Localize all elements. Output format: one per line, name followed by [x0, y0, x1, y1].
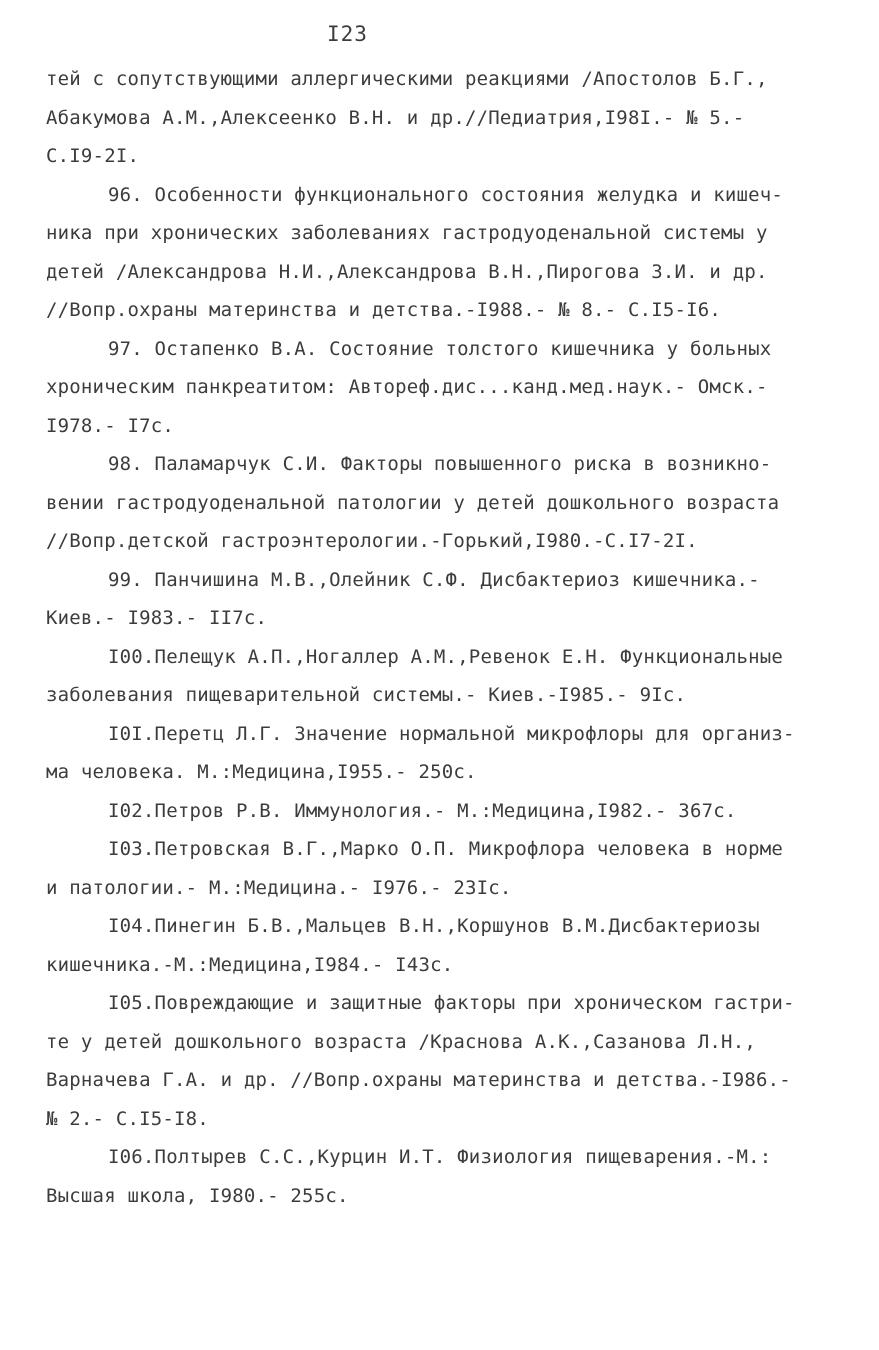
bibliography-line: I0I.Перетц Л.Г. Значение нормальной микрофлоры для организ- — [108, 722, 795, 745]
bibliography-line: I04.Пинегин Б.В.,Мальцев В.Н.,Коршунов В.М.Дисбактериозы — [108, 915, 760, 937]
bibliography-line: Высшая школа, I980.- 255с. — [46, 1184, 349, 1207]
bibliography-line: детей /Александрова Н.И.,Александрова В.Н.,Пирогова З.И. и др. — [46, 260, 768, 283]
bibliography-line: тей с сопутствующими аллергическими реакциями /Апостолов Б.Г., — [46, 68, 768, 90]
bibliography-line: Киев.- I983.- II7с. — [46, 607, 268, 629]
bibliography-line: вении гастродуоденальной патологии у детей дошкольного возраста — [46, 491, 780, 514]
page-number: I23 — [327, 22, 368, 46]
bibliography-line: № 2.- С.I5-I8. — [46, 1107, 209, 1130]
bibliography-line: ма человека. М.:Медицина,I955.- 250с. — [46, 761, 477, 783]
bibliography-line: I03.Петровская В.Г.,Марко О.П. Микрофлора человека в норме — [108, 838, 784, 860]
bibliography-line: 97. Остапенко В.А. Состояние толстого кишечника у больных — [108, 337, 772, 360]
bibliography-line: //Вопр.детской гастроэнтерологии.-Горький,I980.-С.I7-2I. — [46, 530, 698, 552]
bibliography-list — [46, 60, 846, 1215]
bibliography-line: I06.Полтырев С.С.,Курцин И.Т. Физиология пищеварения.-М.: — [108, 1146, 772, 1168]
bibliography-line: I978.- I7с. — [46, 414, 175, 437]
bibliography-line: I05.Повреждающие и защитные факторы при хроническом гастри- — [108, 992, 795, 1014]
bibliography-line: I02.Петров Р.В. Иммунология.- М.:Медицина,I982.- 367с. — [108, 799, 737, 822]
bibliography-line: кишечника.-М.:Медицина,I984.- I43с. — [46, 953, 454, 976]
bibliography-line: 98. Паламарчук С.И. Факторы повышенного риска в возникно- — [108, 453, 772, 475]
bibliography-line: и патологии.- М.:Медицина.- I976.- 23Iс. — [46, 876, 512, 899]
bibliography-line: 99. Панчишина М.В.,Олейник С.Ф. Дисбактериоз кишечника.- — [108, 568, 760, 591]
bibliography-line: С.I9-2I. — [46, 145, 140, 167]
bibliography-line: те у детей дошкольного возраста /Краснова А.К.,Сазанова Л.Н., — [46, 1030, 756, 1053]
bibliography-line: 96. Особенности функционального состояния желудка и кишеч- — [108, 183, 784, 206]
bibliography-line: хроническим панкреатитом: Автореф.дис...канд.мед.наук.- Омск.- — [46, 376, 768, 398]
bibliography-line: //Вопр.охраны материнства и детства.-I988.- № 8.- С.I5-I6. — [46, 299, 722, 321]
bibliography-line: заболевания пищеварительной системы.- Киев.-I985.- 9Iс. — [46, 684, 687, 706]
bibliography-line: Варначева Г.А. и др. //Вопр.охраны материнства и детства.-I986.- — [46, 1069, 791, 1091]
bibliography-line: Абакумова А.М.,Алексеенко В.Н. и др.//Педиатрия,I98I.- № 5.- — [46, 106, 745, 129]
bibliography-line: ника при хронических заболеваниях гастродуоденальной системы у — [46, 222, 768, 244]
bibliography-line: I00.Пелещук А.П.,Ногаллер А.М.,Ревенок Е.Н. Функциональные — [108, 645, 784, 668]
